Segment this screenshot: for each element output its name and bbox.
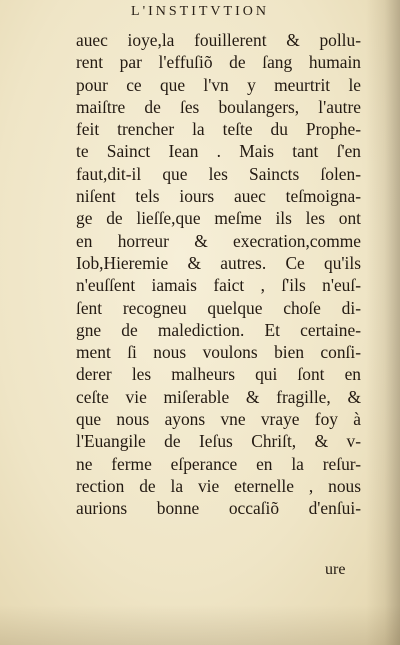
page-edge-shadow: [0, 605, 400, 645]
text-line: niſent tels iours auec teſmoigna-: [76, 186, 361, 207]
text-line: que nous ayons vne vraye foy à: [76, 409, 361, 430]
text-line: derer les malheurs qui ſont en: [76, 364, 361, 385]
text-line: gne de malediction. Et certaine-: [76, 319, 361, 340]
text-line: te Sainct Iean . Mais tant ſ'en: [76, 141, 361, 162]
text-line: ſent recogneu quelque choſe di-: [76, 297, 361, 318]
text-line: n'euſſent iamais faict , ſ'ils n'euſ-: [76, 275, 361, 296]
catchword: ure: [325, 561, 346, 578]
text-line: faut,dit-il que les Saincts ſolen-: [76, 163, 361, 184]
text-line: ge de lieſſe,que meſme ils les ont: [76, 208, 361, 229]
text-line: rection de la vie eternelle , nous: [76, 475, 361, 496]
text-line: aurions bonne occaſiõ d'enſui-: [76, 498, 361, 519]
text-line: l'Euangile de Ieſus Chriſt, & v-: [76, 431, 361, 452]
text-line: en horreur & execration,comme: [76, 230, 361, 251]
text-line: ne ferme eſperance en la reſur-: [76, 453, 361, 474]
text-line: rent par l'effuſiõ de ſang humain: [76, 52, 361, 73]
gutter-shadow: [366, 0, 400, 645]
text-line: Iob,Hieremie & autres. Ce qu'ils: [76, 252, 361, 273]
text-line: ceſte vie miſerable & fragille, &: [76, 386, 361, 407]
text-line: feit trencher la teſte du Prophe-: [76, 119, 361, 140]
running-head: L'INSTITVTION: [131, 4, 269, 19]
text-line: ment ſi nous voulons bien conſi-: [76, 342, 361, 363]
text-line: auec ioye,la fouillerent & pollu-: [76, 30, 361, 50]
body-text: [76, 29, 361, 520]
text-line: maiſtre de ſes boulangers, l'autre: [76, 96, 361, 117]
text-line: pour ce que l'vn y meurtrit le: [76, 74, 361, 95]
